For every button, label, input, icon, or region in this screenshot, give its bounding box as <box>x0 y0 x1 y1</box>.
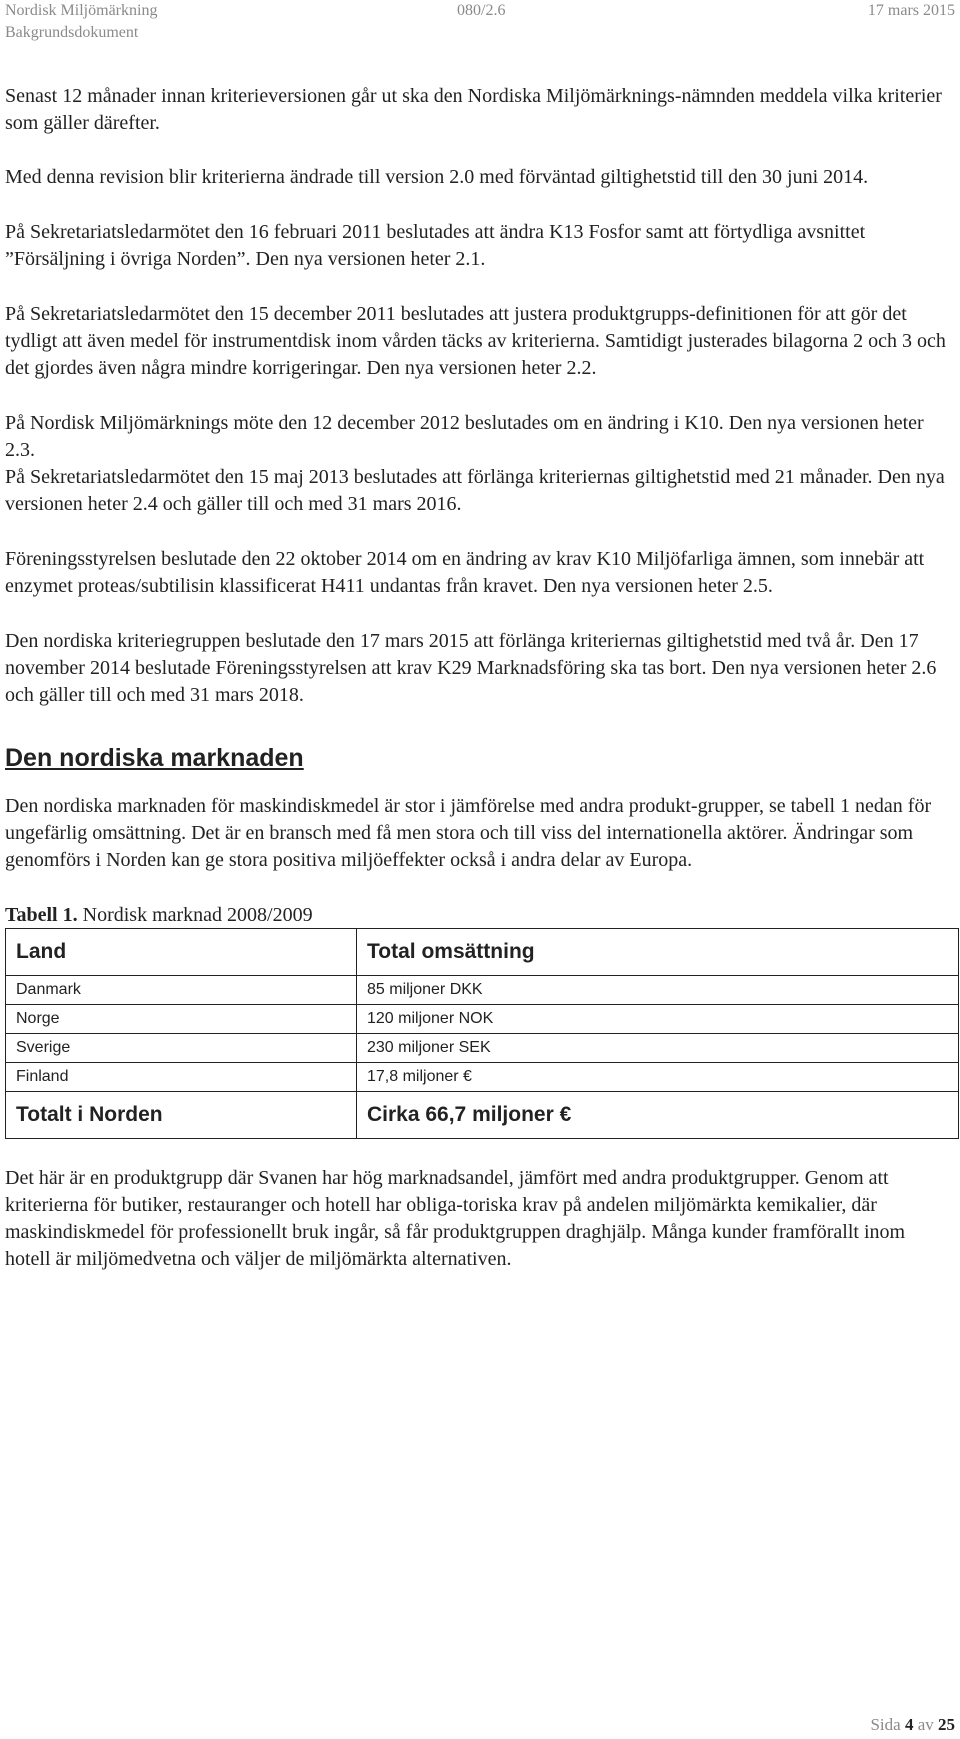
section-heading: Den nordiska marknaden <box>5 744 304 772</box>
paragraph-version-2-4: På Sekretariatsledarmötet den 15 maj 2013 beslutades att förlänga kriteriernas giltighetstid med 21 månader. Den nya versionen heter 2.4 och gäller till och med 31 mars 2016. <box>5 466 945 515</box>
table-header-row <box>6 929 959 976</box>
table-row <box>6 976 959 1005</box>
table-header-omsattning: Total omsättning <box>357 929 959 976</box>
header-org: Nordisk Miljömärkning <box>5 2 158 19</box>
paragraph-criteria-expiry: Senast 12 månader innan kriterieversionen går ut ska den Nordiska Miljömärknings-nämnden meddela vilka kriterier som gäller därefter. <box>5 85 942 134</box>
table-cell-land: Norge <box>6 1005 357 1034</box>
paragraph-version-2-5: Föreningsstyrelsen beslutade den 22 oktober 2014 om en ändring av krav K10 Miljöfarliga ämnen, som innebär att enzymet proteas/subtilisin klassificerat H411 undantas från kravet. Den nya versionen heter 2.5. <box>5 548 925 597</box>
paragraph-version-2-6: Den nordiska kriteriegruppen beslutade den 17 mars 2015 att förlänga kriteriernas giltighetstid med två år. Den 17 november 2014 beslutade Föreningsstyrelsen att krav K29 Marknadsföring ska tas bort. Den nya versionen heter 2.6 och gäller till och med 31 mars 2018. <box>5 630 937 706</box>
header-version: 080/2.6 <box>457 2 506 19</box>
page-number-current: 4 <box>904 1715 914 1734</box>
table-cell-omsattning: 17,8 miljoner € <box>357 1063 959 1092</box>
table-cell-omsattning: 120 miljoner NOK <box>357 1005 959 1034</box>
table-cell-omsattning: 85 miljoner DKK <box>357 976 959 1005</box>
paragraph-version-2-0: Med denna revision blir kriterierna ändrade till version 2.0 med förväntad giltighetstid till den 30 juni 2014. <box>5 166 869 188</box>
table-row <box>6 1063 959 1092</box>
closing-paragraph: Det här är en produktgrupp där Svanen har hög marknadsandel, jämfört med andra produktgrupper. Genom att kriterierna för butiker, restauranger och hotell har obliga-toriska krav på andelen miljömärkta kemikalier, där maskindiskmedel för professionellt bruk ingår, så får produktgruppen draghjälp. Många kunder framförallt inom hotell är miljömedvetna och väljer de miljömärkta alternativen. <box>5 1167 906 1270</box>
page-header <box>5 0 955 48</box>
table-cell-omsattning: 230 miljoner SEK <box>357 1034 959 1063</box>
page-number-total: 25 <box>938 1715 955 1734</box>
table-caption-text: Nordisk marknad 2008/2009 <box>82 904 313 926</box>
paragraph-version-2-3: På Nordisk Miljömärknings möte den 12 december 2012 beslutades om en ändring i K10. Den nya versionen heter 2.3. <box>5 412 924 461</box>
paragraph-version-2-1: På Sekretariatsledarmötet den 16 februari 2011 beslutades att ändra K13 Fosfor samt att förtydliga avsnittet ”Försäljning i övriga Norden”. Den nya versionen heter 2.1. <box>5 221 866 270</box>
section-intro: Den nordiska marknaden för maskindiskmedel är stor i jämförelse med andra produkt-grupper, se tabell 1 nedan för ungefärlig omsättning. Det är en bransch med få men stora och till viss del internationella aktörer. Ändringar som genomförs i Norden kan ge stora positiva miljöeffekter också i andra delar av Europa. <box>5 795 932 871</box>
table-total-label: Totalt i Norden <box>6 1092 357 1139</box>
header-doc-type: Bakgrundsdokument <box>5 24 139 41</box>
table-caption-label: Tabell 1. <box>5 904 78 926</box>
page-number-of: av <box>917 1715 934 1734</box>
table-total-value: Cirka 66,7 miljoner € <box>357 1092 959 1139</box>
page-number <box>870 1715 955 1735</box>
header-date: 17 mars 2015 <box>867 2 955 19</box>
table-header-land: Land <box>6 929 357 976</box>
market-table <box>5 928 959 1139</box>
table-cell-land: Sverige <box>6 1034 357 1063</box>
table-row <box>6 1005 959 1034</box>
paragraph-version-2-2: På Sekretariatsledarmötet den 15 december 2011 beslutades att justera produktgrupps-definitionen för att gör det tydligt att även medel för instrumentdisk inom vården täcks av kriterierna. Samtidigt justerades bilagorna 2 och 3 och det gjordes även några mindre korrigeringar. Den nya versionen heter 2.2. <box>5 303 946 379</box>
table-caption <box>5 902 953 928</box>
table-row <box>6 1034 959 1063</box>
table-total-row <box>6 1092 959 1139</box>
document-body <box>5 83 953 1273</box>
page-number-prefix: Sida <box>870 1715 901 1734</box>
table-cell-land: Finland <box>6 1063 357 1092</box>
table-cell-land: Danmark <box>6 976 357 1005</box>
